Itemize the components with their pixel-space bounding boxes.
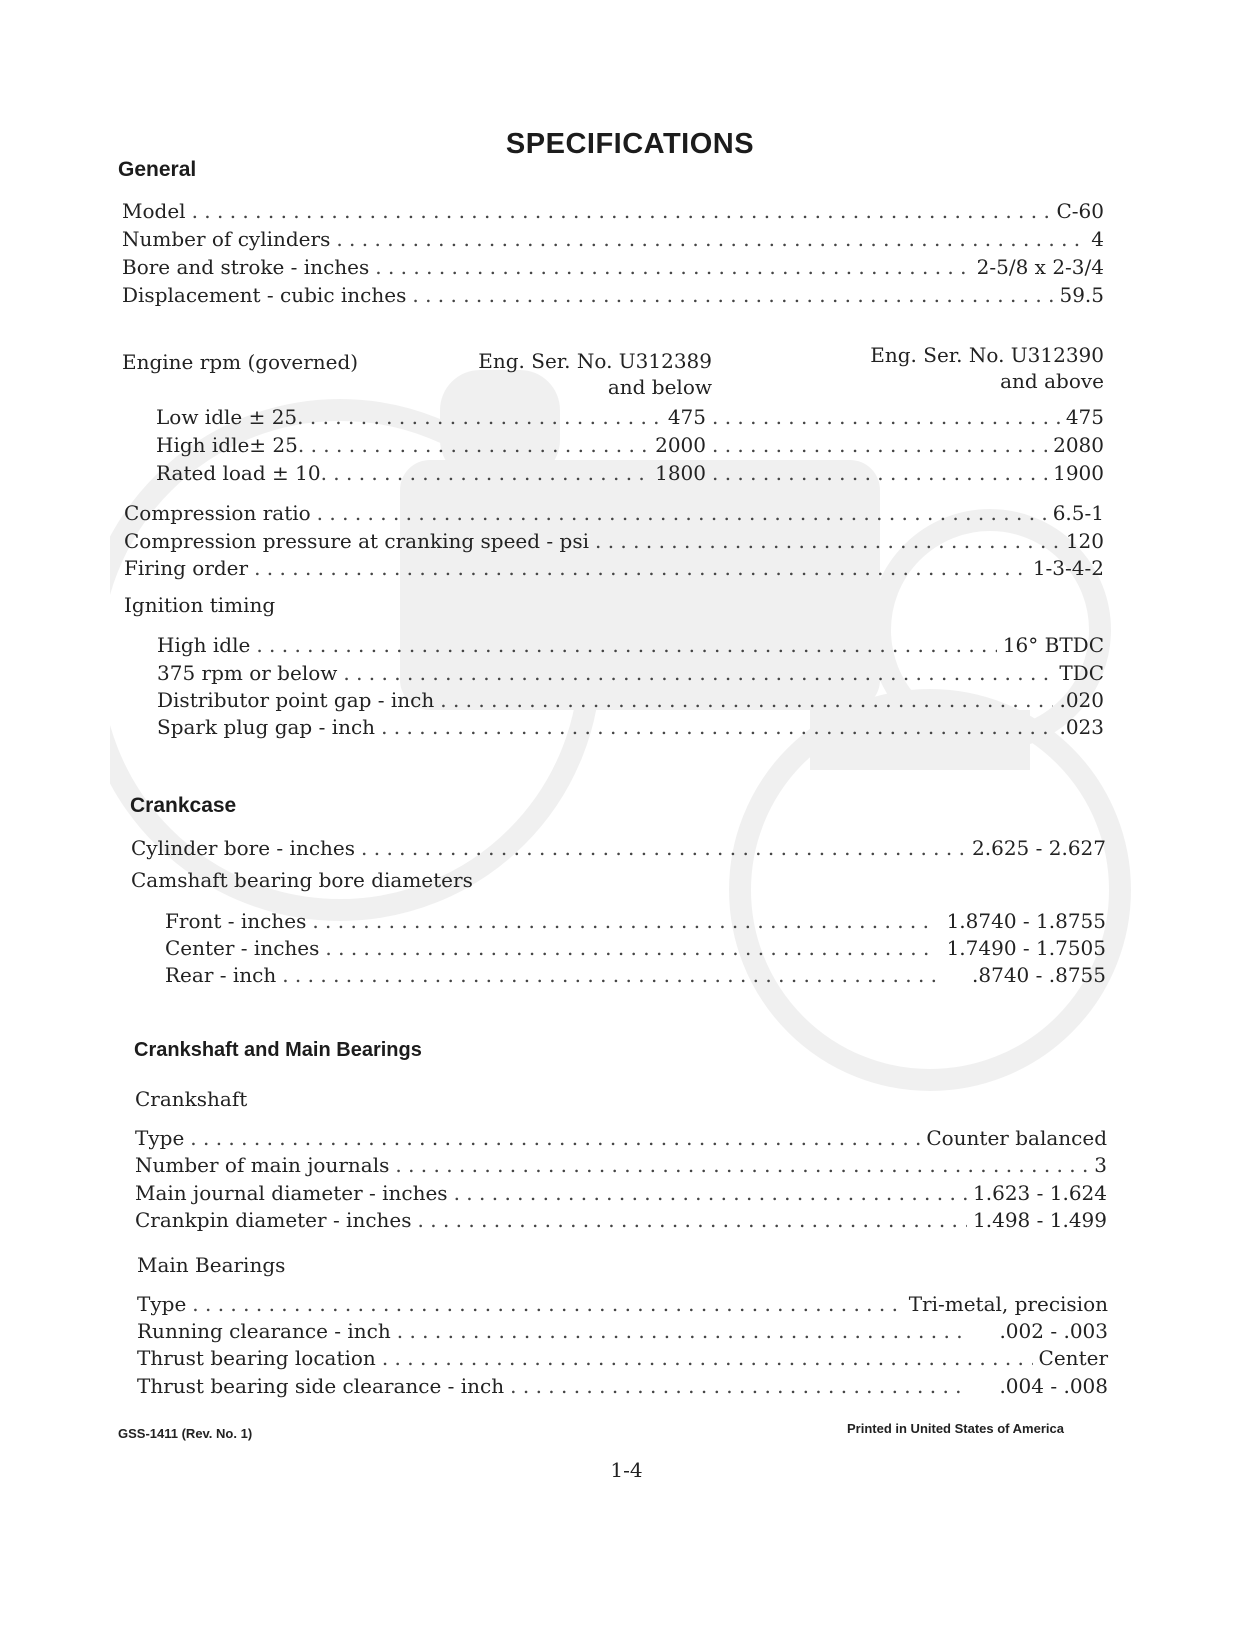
dot-leader bbox=[397, 1318, 970, 1345]
spec-label: High idle± 25 bbox=[156, 433, 298, 457]
spec-label: Center - inches bbox=[165, 936, 320, 960]
spec-value: .023 bbox=[1059, 715, 1104, 739]
spec-value: 1.623 - 1.624 bbox=[973, 1181, 1107, 1205]
spec-value: TDC bbox=[1059, 661, 1104, 685]
dot-leader bbox=[595, 528, 1060, 555]
spec-label: Firing order bbox=[124, 556, 249, 580]
dot-leader bbox=[712, 460, 1047, 487]
spec-row-camshaft-rear bbox=[165, 962, 1106, 989]
spec-value: .020 bbox=[1059, 688, 1104, 712]
spec-row-camshaft-front bbox=[165, 908, 1106, 935]
spec-label: Number of cylinders bbox=[122, 227, 331, 251]
spec-label: Rated load ± 10 bbox=[156, 461, 321, 485]
spec-value: 4 bbox=[1091, 227, 1104, 251]
dot-leader bbox=[412, 282, 1053, 309]
spec-row-bore-stroke bbox=[122, 254, 1104, 281]
spec-label: Compression pressure at cranking speed - psi bbox=[124, 529, 589, 553]
dot-leader bbox=[254, 555, 1027, 582]
spec-row-thrust-bearing-location bbox=[137, 1345, 1108, 1372]
rpm-row-low-idle bbox=[156, 404, 1104, 431]
spec-value-above: 475 bbox=[1065, 405, 1104, 429]
dot-leader bbox=[454, 1180, 967, 1207]
spec-label: Main journal diameter - inches bbox=[135, 1181, 448, 1205]
spec-row-crankshaft-type bbox=[135, 1125, 1107, 1152]
spec-value: .002 - .003 bbox=[999, 1319, 1108, 1343]
dot-leader bbox=[298, 432, 649, 459]
spec-row-point-gap bbox=[157, 687, 1104, 714]
spec-label: Crankpin diameter - inches bbox=[135, 1208, 412, 1232]
spec-label: Type bbox=[137, 1292, 187, 1316]
section-heading-crankcase: Crankcase bbox=[130, 794, 237, 817]
dot-leader bbox=[325, 935, 928, 962]
spec-row-firing-order bbox=[124, 555, 1104, 582]
spec-row-main-journal-diameter bbox=[135, 1180, 1107, 1207]
dot-leader bbox=[336, 226, 1085, 253]
column-header-line: Eng. Ser. No. U312390 bbox=[870, 343, 1104, 367]
spec-row-running-clearance bbox=[137, 1318, 1108, 1345]
spec-label: Distributor point gap - inch bbox=[157, 688, 435, 712]
spec-row-spark-plug-gap bbox=[157, 714, 1104, 741]
camshaft-bore-label: Camshaft bearing bore diameters bbox=[131, 868, 473, 892]
column-header-line: Eng. Ser. No. U312389 bbox=[478, 349, 712, 373]
printed-in: Printed in United States of America bbox=[847, 1421, 1064, 1436]
rpm-segment bbox=[156, 432, 706, 459]
spec-value: Counter balanced bbox=[926, 1126, 1107, 1150]
spec-value-below: 475 bbox=[667, 405, 706, 429]
dot-leader bbox=[312, 908, 928, 935]
spec-label: Model bbox=[122, 199, 186, 223]
spec-row-displacement bbox=[122, 282, 1104, 309]
spec-label: Running clearance - inch bbox=[137, 1319, 391, 1343]
spec-label: Thrust bearing location bbox=[137, 1346, 376, 1370]
spec-value: 59.5 bbox=[1059, 283, 1104, 307]
spec-value: 6.5-1 bbox=[1052, 501, 1104, 525]
spec-value: Center bbox=[1038, 1346, 1108, 1370]
spec-row-cylinders bbox=[122, 226, 1104, 253]
main-bearings-label: Main Bearings bbox=[137, 1253, 286, 1277]
spec-label: Thrust bearing side clearance - inch bbox=[137, 1374, 505, 1398]
page-number: 1-4 bbox=[610, 1458, 643, 1482]
dot-leader bbox=[395, 1152, 1088, 1179]
rpm-row-rated-load bbox=[156, 460, 1104, 487]
spec-value: .004 - .008 bbox=[999, 1374, 1108, 1398]
spec-label: High idle bbox=[157, 633, 251, 657]
crankshaft-label: Crankshaft bbox=[135, 1087, 248, 1111]
dot-leader bbox=[418, 1207, 968, 1234]
column-header-line: and below bbox=[607, 375, 712, 399]
rpm-segment bbox=[712, 460, 1104, 487]
spec-value: 1.7490 - 1.7505 bbox=[946, 936, 1106, 960]
spec-value: 1.498 - 1.499 bbox=[973, 1208, 1107, 1232]
spec-row-high-idle-timing bbox=[157, 632, 1104, 659]
spec-value-above: 2080 bbox=[1053, 433, 1104, 457]
page-title: SPECIFICATIONS bbox=[505, 128, 755, 160]
dot-leader bbox=[510, 1373, 969, 1400]
spec-value: 120 bbox=[1065, 529, 1104, 553]
spec-label: Front - inches bbox=[165, 909, 307, 933]
engine-rpm-label: Engine rpm (governed) bbox=[122, 350, 359, 374]
dot-leader bbox=[192, 1291, 902, 1318]
rpm-segment bbox=[156, 460, 706, 487]
dot-leader bbox=[712, 404, 1060, 431]
dot-leader bbox=[282, 962, 942, 989]
spec-value: C-60 bbox=[1056, 199, 1104, 223]
spec-value: 2-5/8 x 2-3/4 bbox=[976, 255, 1104, 279]
dot-leader bbox=[256, 632, 997, 659]
dot-leader bbox=[712, 432, 1047, 459]
rpm-segment bbox=[712, 404, 1104, 431]
dot-leader bbox=[343, 660, 1053, 687]
spec-value: .8740 - .8755 bbox=[972, 963, 1106, 987]
spec-row-main-journals bbox=[135, 1152, 1107, 1179]
spec-label: Number of main journals bbox=[135, 1153, 390, 1177]
spec-label: Compression ratio bbox=[124, 501, 311, 525]
spec-label: Rear - inch bbox=[165, 963, 277, 987]
rpm-segment bbox=[156, 404, 706, 431]
spec-value: 3 bbox=[1094, 1153, 1107, 1177]
spec-value: 1-3-4-2 bbox=[1032, 556, 1104, 580]
spec-row-cylinder-bore bbox=[131, 835, 1106, 862]
spec-row-compression-ratio bbox=[124, 500, 1104, 527]
ignition-timing-label: Ignition timing bbox=[124, 593, 276, 617]
column-header-above bbox=[790, 342, 1104, 394]
spec-value-below: 2000 bbox=[655, 433, 706, 457]
dot-leader bbox=[321, 460, 650, 487]
spec-label: Type bbox=[135, 1126, 185, 1150]
spec-row-compression-pressure bbox=[124, 528, 1104, 555]
spec-row-thrust-side-clearance bbox=[137, 1373, 1108, 1400]
spec-label: Cylinder bore - inches bbox=[131, 836, 356, 860]
dot-leader bbox=[382, 1345, 1033, 1372]
rpm-row-high-idle bbox=[156, 432, 1104, 459]
spec-value: 1.8740 - 1.8755 bbox=[946, 909, 1106, 933]
dot-leader bbox=[375, 254, 970, 281]
spec-row-375-rpm bbox=[157, 660, 1104, 687]
dot-leader bbox=[190, 1125, 920, 1152]
spec-row-crankpin-diameter bbox=[135, 1207, 1107, 1234]
spec-row-bearing-type bbox=[137, 1291, 1108, 1318]
column-header-below bbox=[430, 348, 712, 400]
dot-leader bbox=[381, 714, 1053, 741]
section-heading-crankshaft: Crankshaft and Main Bearings bbox=[134, 1039, 422, 1061]
spec-label: Low idle ± 25 bbox=[156, 405, 298, 429]
form-number: GSS-1411 (Rev. No. 1) bbox=[118, 1426, 253, 1441]
dot-leader bbox=[317, 500, 1047, 527]
spec-label: Spark plug gap - inch bbox=[157, 715, 376, 739]
spec-value: 2.625 - 2.627 bbox=[972, 836, 1106, 860]
spec-row-camshaft-center bbox=[165, 935, 1106, 962]
rpm-segment bbox=[712, 432, 1104, 459]
spec-label: Bore and stroke - inches bbox=[122, 255, 370, 279]
dot-leader bbox=[297, 404, 662, 431]
spec-value: Tri-metal, precision bbox=[908, 1292, 1108, 1316]
spec-value: 16° BTDC bbox=[1002, 633, 1104, 657]
dot-leader bbox=[192, 198, 1051, 225]
column-header-line: and above bbox=[1000, 369, 1104, 393]
dot-leader bbox=[361, 835, 966, 862]
spec-row-model bbox=[122, 198, 1104, 225]
dot-leader bbox=[440, 687, 1053, 714]
section-heading-general: General bbox=[118, 158, 197, 181]
spec-label: 375 rpm or below bbox=[157, 661, 338, 685]
spec-value-below: 1800 bbox=[655, 461, 706, 485]
spec-value-above: 1900 bbox=[1053, 461, 1104, 485]
spec-label: Displacement - cubic inches bbox=[122, 283, 407, 307]
